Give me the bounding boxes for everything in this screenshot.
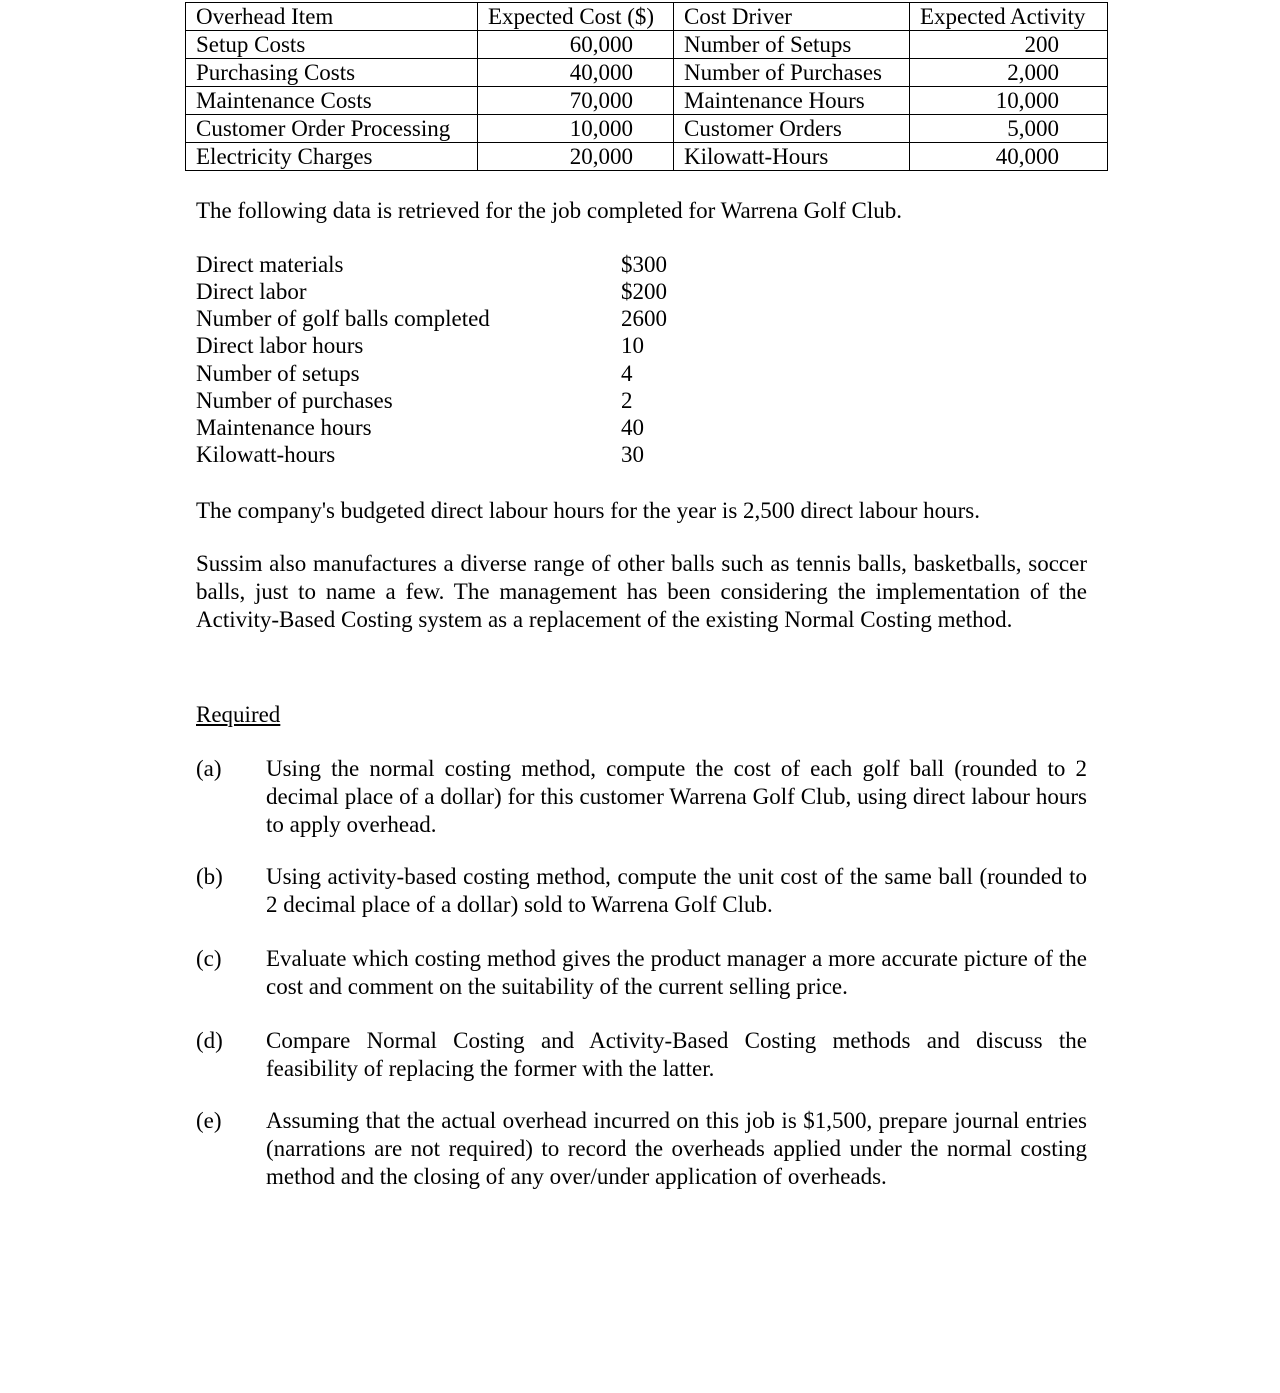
job-data-label: Number of purchases bbox=[196, 388, 393, 413]
job-data-value: 2600 bbox=[621, 306, 667, 331]
budget-paragraph: The company's budgeted direct labour hours for the year is 2,500 direct labour hours. bbox=[196, 498, 980, 523]
cell-item: Purchasing Costs bbox=[186, 59, 478, 87]
cell-item: Customer Order Processing bbox=[186, 115, 478, 143]
job-data-value: 30 bbox=[621, 442, 644, 467]
cell-driver: Number of Setups bbox=[674, 31, 910, 59]
list-item bbox=[196, 305, 696, 332]
table-row bbox=[186, 87, 1108, 115]
question-letter: (e) bbox=[196, 1108, 222, 1133]
cell-activity: 200 bbox=[910, 31, 1108, 59]
job-data-label: Direct materials bbox=[196, 252, 344, 277]
question-text: Using the normal costing method, compute the cost of each golf ball (rounded to 2 decimal place of a dollar) for this customer Warrena Golf Club, using direct labour hours to apply overhead. bbox=[266, 756, 1087, 837]
required-heading: Required bbox=[196, 702, 281, 727]
table-row bbox=[186, 31, 1108, 59]
cell-cost: 40,000 bbox=[478, 59, 674, 87]
question-letter: (a) bbox=[196, 756, 222, 781]
cell-activity: 5,000 bbox=[910, 115, 1108, 143]
list-item bbox=[196, 387, 696, 414]
list-item bbox=[196, 251, 696, 278]
table-row bbox=[186, 143, 1108, 171]
question-letter: (c) bbox=[196, 946, 222, 971]
job-data-value: 2 bbox=[621, 388, 633, 413]
header-expected-cost: Expected Cost ($) bbox=[478, 3, 674, 31]
job-data-value: $200 bbox=[621, 279, 667, 304]
header-cost-driver: Cost Driver bbox=[674, 3, 910, 31]
list-item bbox=[196, 414, 696, 441]
cell-cost: 60,000 bbox=[478, 31, 674, 59]
job-data-label: Maintenance hours bbox=[196, 415, 372, 440]
cell-item: Maintenance Costs bbox=[186, 87, 478, 115]
list-item bbox=[196, 332, 696, 360]
question-text: Assuming that the actual overhead incurred on this job is $1,500, prepare journal entries (narrations are not required) to record the overheads applied under the normal costing method and the closing of any over/under application of overheads. bbox=[266, 1108, 1087, 1189]
cell-activity: 10,000 bbox=[910, 87, 1108, 115]
cell-driver: Customer Orders bbox=[674, 115, 910, 143]
cell-cost: 10,000 bbox=[478, 115, 674, 143]
intro-paragraph: The following data is retrieved for the job completed for Warrena Golf Club. bbox=[196, 198, 903, 223]
table-row bbox=[186, 59, 1108, 87]
question-letter: (d) bbox=[196, 1028, 223, 1053]
sussim-paragraph: Sussim also manufactures a diverse range of other balls such as tennis balls, basketballs, soccer balls, just to name a few. The management has been considering the implementation of the Activity-Based Costing system as a replacement of the existing Normal Costing method. bbox=[196, 551, 1087, 632]
question-letter: (b) bbox=[196, 864, 223, 889]
cell-driver: Maintenance Hours bbox=[674, 87, 910, 115]
list-item bbox=[196, 441, 696, 468]
header-overhead-item: Overhead Item bbox=[186, 3, 478, 31]
table-row bbox=[186, 115, 1108, 143]
job-data-label: Number of setups bbox=[196, 361, 360, 386]
cell-driver: Number of Purchases bbox=[674, 59, 910, 87]
cell-activity: 40,000 bbox=[910, 143, 1108, 171]
question-text: Using activity-based costing method, compute the unit cost of the same ball (rounded to 2 decimal place of a dollar) sold to Warrena Golf Club. bbox=[266, 864, 1087, 917]
overhead-cost-table bbox=[185, 2, 1108, 171]
cell-item: Setup Costs bbox=[186, 31, 478, 59]
job-data-label: Kilowatt-hours bbox=[196, 442, 336, 467]
list-item bbox=[196, 278, 696, 305]
job-data-value: $300 bbox=[621, 252, 667, 277]
question-text: Evaluate which costing method gives the product manager a more accurate picture of the cost and comment on the suitability of the current selling price. bbox=[266, 946, 1087, 999]
job-data-value: 4 bbox=[621, 361, 633, 386]
job-data-label: Number of golf balls completed bbox=[196, 306, 490, 331]
cell-cost: 20,000 bbox=[478, 143, 674, 171]
cell-cost: 70,000 bbox=[478, 87, 674, 115]
job-data-label: Direct labor bbox=[196, 279, 307, 304]
cell-activity: 2,000 bbox=[910, 59, 1108, 87]
question-text: Compare Normal Costing and Activity-Based Costing methods and discuss the feasibility of replacing the former with the latter. bbox=[266, 1028, 1087, 1081]
job-data-label: Direct labor hours bbox=[196, 333, 364, 358]
job-data-value: 40 bbox=[621, 415, 644, 440]
header-expected-activity: Expected Activity bbox=[910, 3, 1108, 31]
job-data-value: 10 bbox=[621, 333, 644, 358]
table-header-row bbox=[186, 3, 1108, 31]
cell-driver: Kilowatt-Hours bbox=[674, 143, 910, 171]
job-data-list bbox=[196, 251, 696, 468]
cell-item: Electricity Charges bbox=[186, 143, 478, 171]
list-item bbox=[196, 360, 696, 387]
